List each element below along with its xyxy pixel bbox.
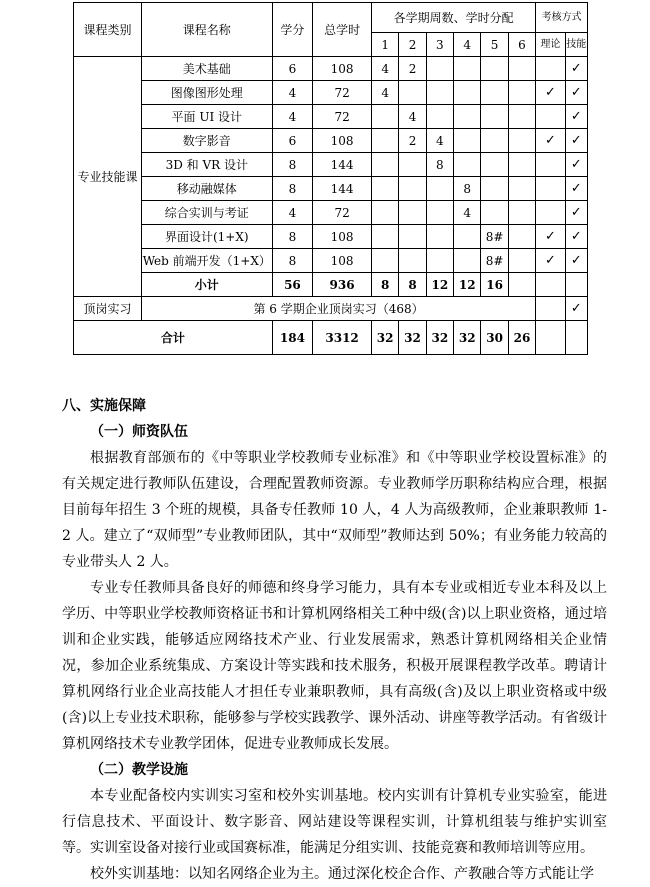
table-row xyxy=(74,129,588,153)
empty-cell xyxy=(536,273,565,297)
header-credits: 学分 xyxy=(272,3,313,57)
empty-cell xyxy=(565,273,587,297)
theory-check-cell xyxy=(536,105,565,129)
table-row xyxy=(74,153,588,177)
table-row xyxy=(74,201,588,225)
total-label: 合计 xyxy=(74,321,273,355)
header-theory: 理论 xyxy=(536,33,565,57)
header-skill: 技能 xyxy=(565,33,587,57)
subtotal-semester-cell: 8 xyxy=(371,273,398,297)
semester-cell xyxy=(508,177,535,201)
semester-cell xyxy=(426,225,453,249)
semester-cell xyxy=(399,153,426,177)
hours-cell: 108 xyxy=(313,57,372,81)
header-assessment: 考核方式 xyxy=(536,3,588,33)
total-semester-cell: 32 xyxy=(426,321,453,355)
total-row xyxy=(74,321,588,355)
semester-cell xyxy=(454,153,481,177)
skill-check-cell: ✓ xyxy=(565,249,587,273)
semester-cell xyxy=(508,201,535,225)
subtotal-semester-cell: 16 xyxy=(481,273,508,297)
paragraph: 本专业配备校内实训实习室和校外实训基地。校内实训有计算机专业实验室，能进行信息技术、平面设计、数字影音、网站建设等课程实训，计算机组装与维护实训室等。实训室设备对接行业或国赛标准，能满足分组实训、技能竞赛和教师培训等应用。 xyxy=(62,788,607,856)
paragraph: 校外实训基地：以知名网络企业为主。通过深化校企合作、产教融合等方式能让学 xyxy=(90,866,594,882)
hours-cell: 108 xyxy=(313,129,372,153)
header-hours: 总学时 xyxy=(313,3,372,57)
skill-check-cell: ✓ xyxy=(565,153,587,177)
skill-check-cell: ✓ xyxy=(565,225,587,249)
semester-cell xyxy=(508,81,535,105)
subtotal-row xyxy=(74,273,588,297)
semester-cell xyxy=(426,81,453,105)
semester-cell xyxy=(508,249,535,273)
semester-cell xyxy=(426,177,453,201)
semester-cell xyxy=(399,225,426,249)
empty-cell xyxy=(565,321,587,355)
skill-check-cell: ✓ xyxy=(565,105,587,129)
semester-cell: 8 xyxy=(426,153,453,177)
semester-cell: 4 xyxy=(371,57,398,81)
semester-cell: 8# xyxy=(481,249,508,273)
course-name-cell: 综合实训与考证 xyxy=(141,201,272,225)
credits-cell: 8 xyxy=(272,225,313,249)
course-name-cell: 3D 和 VR 设计 xyxy=(141,153,272,177)
semester-cell: 8 xyxy=(454,177,481,201)
semester-cell: 2 xyxy=(399,129,426,153)
header-semester: 5 xyxy=(481,33,508,57)
subtotal-semester-cell: 12 xyxy=(426,273,453,297)
semester-cell xyxy=(371,177,398,201)
subtotal-hours: 936 xyxy=(313,273,372,297)
semester-cell xyxy=(371,129,398,153)
course-name-cell: 移动融媒体 xyxy=(141,177,272,201)
credits-cell: 8 xyxy=(272,153,313,177)
total-hours: 3312 xyxy=(313,321,372,355)
credits-cell: 8 xyxy=(272,177,313,201)
subtotal-semester-cell: 12 xyxy=(454,273,481,297)
theory-check-cell: ✓ xyxy=(536,81,565,105)
table-row xyxy=(74,105,588,129)
semester-cell xyxy=(426,201,453,225)
credits-cell: 6 xyxy=(272,57,313,81)
semester-cell xyxy=(454,129,481,153)
theory-check-cell xyxy=(536,297,565,321)
total-credits: 184 xyxy=(272,321,313,355)
semester-cell: 4 xyxy=(371,81,398,105)
skill-check-cell: ✓ xyxy=(565,201,587,225)
credits-cell: 8 xyxy=(272,249,313,273)
internship-row xyxy=(74,297,588,321)
subtotal-credits: 56 xyxy=(272,273,313,297)
subtotal-semester-cell: 8 xyxy=(399,273,426,297)
semester-cell xyxy=(481,129,508,153)
semester-cell xyxy=(454,249,481,273)
theory-check-cell: ✓ xyxy=(536,225,565,249)
semester-cell xyxy=(508,129,535,153)
semester-cell xyxy=(371,105,398,129)
total-semester-cell: 32 xyxy=(371,321,398,355)
semester-cell xyxy=(481,153,508,177)
paragraph: 根据教育部颁布的《中等职业学校教师专业标准》和《中等职业学校设置标准》的有关规定进行教师队伍建设，合理配置教师资源。专业教师学历职称结构应合理，根据目前每年招生 3 个班的规模，具备专任教师 10 人，4 人为高级教师，企业兼职教师 1-2 人。建立了“双师型”专业教师团队，其中“双师型”教师达到 50%；有业务能力较高的专业带头人 2 人。 xyxy=(62,450,607,570)
semester-cell xyxy=(508,225,535,249)
header-semester: 6 xyxy=(508,33,535,57)
theory-check-cell xyxy=(536,153,565,177)
credits-cell: 4 xyxy=(272,81,313,105)
credits-cell: 4 xyxy=(272,105,313,129)
semester-cell xyxy=(426,105,453,129)
credits-cell: 4 xyxy=(272,201,313,225)
header-semester: 2 xyxy=(399,33,426,57)
theory-check-cell xyxy=(536,177,565,201)
semester-cell xyxy=(481,201,508,225)
hours-cell: 72 xyxy=(313,105,372,129)
semester-cell xyxy=(399,81,426,105)
table-row xyxy=(74,225,588,249)
semester-cell xyxy=(426,249,453,273)
subsection-heading: （二）教学设施 xyxy=(90,762,188,778)
course-name-cell: 界面设计(1+X) xyxy=(141,225,272,249)
theory-check-cell xyxy=(536,57,565,81)
semester-cell: 2 xyxy=(399,57,426,81)
semester-cell xyxy=(371,201,398,225)
internship-category: 顶岗实习 xyxy=(74,297,142,321)
semester-cell xyxy=(508,105,535,129)
course-name-cell: 平面 UI 设计 xyxy=(141,105,272,129)
skill-check-cell: ✓ xyxy=(565,177,587,201)
semester-cell xyxy=(454,81,481,105)
semester-cell: 4 xyxy=(399,105,426,129)
hours-cell: 144 xyxy=(313,177,372,201)
total-semester-cell: 26 xyxy=(508,321,535,355)
course-name-cell: 图像图形处理 xyxy=(141,81,272,105)
skill-check-cell: ✓ xyxy=(565,57,587,81)
semester-cell xyxy=(508,153,535,177)
semester-cell xyxy=(426,57,453,81)
hours-cell: 108 xyxy=(313,249,372,273)
skill-check-cell: ✓ xyxy=(565,81,587,105)
curriculum-table xyxy=(73,2,588,355)
theory-check-cell xyxy=(536,201,565,225)
theory-check-cell: ✓ xyxy=(536,249,565,273)
document-body xyxy=(62,393,607,887)
section-heading: 八、实施保障 xyxy=(62,398,146,414)
semester-cell: 4 xyxy=(426,129,453,153)
table-row xyxy=(74,177,588,201)
category-cell: 专业技能课 xyxy=(74,57,142,297)
semester-cell xyxy=(371,225,398,249)
course-name-cell: 美术基础 xyxy=(141,57,272,81)
empty-cell xyxy=(536,321,565,355)
subsection-heading: （一）师资队伍 xyxy=(90,424,188,440)
total-semester-cell: 32 xyxy=(454,321,481,355)
table-row xyxy=(74,249,588,273)
semester-cell xyxy=(481,105,508,129)
semester-cell xyxy=(399,201,426,225)
header-semester: 3 xyxy=(426,33,453,57)
internship-text: 第 6 学期企业顶岗实习（468） xyxy=(141,297,535,321)
hours-cell: 72 xyxy=(313,201,372,225)
total-semester-cell: 32 xyxy=(399,321,426,355)
semester-cell xyxy=(454,57,481,81)
hours-cell: 144 xyxy=(313,153,372,177)
semester-cell xyxy=(481,81,508,105)
total-semester-cell: 30 xyxy=(481,321,508,355)
credits-cell: 6 xyxy=(272,129,313,153)
semester-cell xyxy=(454,105,481,129)
hours-cell: 72 xyxy=(313,81,372,105)
table-row xyxy=(74,81,588,105)
header-course-name: 课程名称 xyxy=(141,3,272,57)
skill-check-cell: ✓ xyxy=(565,297,587,321)
paragraph: 专业专任教师具备良好的师德和终身学习能力，具有本专业或相近专业本科及以上学历、中等职业学校教师资格证书和计算机网络相关工种中级(含)以上职业资格，通过培训和企业实践，能够适应网络技术产业、行业发展需求，熟悉计算机网络相关企业情况，参加企业系统集成、方案设计等实践和技术服务，积极开展课程教学改革。聘请计算机网络行业企业高技能人才担任专业兼职教师，具有高级(含)及以上职业资格或中级(含)以上专业技术职称，能够参与学校实践教学、课外活动、讲座等教学活动。有省级计算机网络技术专业教学团体，促进专业教师成长发展。 xyxy=(62,580,607,752)
table-row xyxy=(74,57,588,81)
semester-cell xyxy=(454,225,481,249)
semester-cell: 8# xyxy=(481,225,508,249)
semester-cell xyxy=(399,249,426,273)
hours-cell: 108 xyxy=(313,225,372,249)
semester-cell: 4 xyxy=(454,201,481,225)
semester-cell xyxy=(481,57,508,81)
header-semester-distribution: 各学期周数、学时分配 xyxy=(371,3,535,33)
theory-check-cell: ✓ xyxy=(536,129,565,153)
semester-cell xyxy=(371,153,398,177)
skill-check-cell: ✓ xyxy=(565,129,587,153)
header-semester: 4 xyxy=(454,33,481,57)
semester-cell xyxy=(508,57,535,81)
header-semester: 1 xyxy=(371,33,398,57)
semester-cell xyxy=(399,177,426,201)
header-category: 课程类别 xyxy=(74,3,142,57)
semester-cell xyxy=(371,249,398,273)
subtotal-label: 小计 xyxy=(141,273,272,297)
subtotal-semester-cell xyxy=(508,273,535,297)
course-name-cell: Web 前端开发（1+X） xyxy=(141,249,272,273)
semester-cell xyxy=(481,177,508,201)
course-name-cell: 数字影音 xyxy=(141,129,272,153)
